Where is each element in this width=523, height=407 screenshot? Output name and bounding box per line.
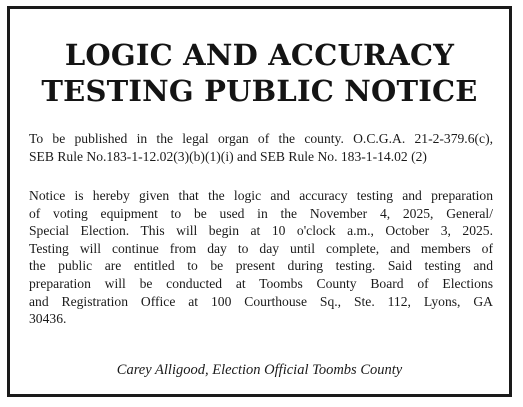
notice-title [10, 37, 509, 109]
notice-body-line: and Registration Office at 100 Courthouse Sq., Ste. 112, Lyons, GA [29, 293, 493, 309]
notice-body-line: of voting equipment to be used in the November 4, 2025, General/ [29, 205, 493, 221]
notice-body-line: Special Election. This will begin at 10 o'clock a.m., October 3, 2025. [29, 223, 493, 239]
publication-note-line: SEB Rule No.183-1-12.02(3)(b)(1)(i) and SEB Rule No. 183-1-14.02 (2) [29, 148, 427, 164]
publication-note-line: To be published in the legal organ of the county. O.C.G.A. 21-2-379.6(c), [29, 131, 493, 146]
notice-body-line: the public are entitled to be present during testing. Said testing and [29, 258, 493, 274]
notice-body-line: Testing will continue from day to day until complete, and members of [29, 240, 493, 256]
notice-body-line: preparation will be conducted at Toombs County Board of Elections [29, 275, 493, 291]
notice-body-line: Notice is hereby given that the logic and accuracy testing and preparation [29, 188, 493, 203]
publication-note [29, 130, 493, 165]
notice-title-line-1: LOGIC AND ACCURACY [64, 38, 455, 72]
notice-body-line: 30436. [29, 311, 67, 327]
signature-line: Carey Alligood, Election Official Toombs County [116, 362, 403, 378]
notice-border-frame [7, 6, 512, 397]
notice-body [29, 187, 493, 328]
notice-title-line-2: TESTING PUBLIC NOTICE [41, 74, 478, 108]
